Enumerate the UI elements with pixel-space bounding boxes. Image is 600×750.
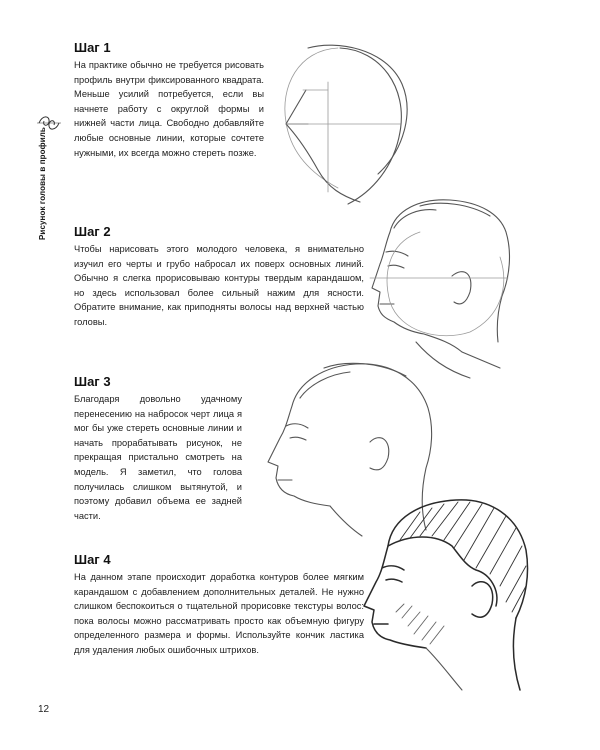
step-1 bbox=[74, 40, 264, 160]
step-3-title: Шаг 3 bbox=[74, 374, 111, 389]
step-2-text: Чтобы нарисовать этого молодого человека, я внимательно изучил его черты и грубо набросал их поверх основных линий. Обычно я слегка прорисовываю контуры твердым карандашом, но здесь использовал более сильный нажим для ясности. Обратите внимание, как приподняты волосы над верхней частью головы. bbox=[74, 244, 364, 327]
step-3-text: Благодаря довольно удачному перенесению на набросок черт лица я мог бы уже стереть основные линии и начать прорабатывать рисунок, не прекращая пристально смотреть на модель. Я заметил, что голова получилась слишком вытянутой, и поэтому добавил объема ее задней части. bbox=[74, 394, 242, 521]
step-1-text: На практике обычно не требуется рисовать профиль внутри фиксированного квадрата. Меньше усилий потребуется, если вы начнете работу с округлой формы и нижней части лица. Свободно добавляйте любые основные линии, которые сочтете нужными, их всегда можно стереть позже. bbox=[74, 60, 264, 158]
section-title: Рисунок головы в профиль bbox=[38, 127, 47, 240]
step-4-title: Шаг 4 bbox=[74, 552, 111, 567]
step-2 bbox=[74, 224, 364, 330]
page-number: 12 bbox=[38, 704, 50, 715]
step-2-title: Шаг 2 bbox=[74, 224, 111, 239]
step-1-title: Шаг 1 bbox=[74, 40, 111, 55]
step-1-sketch bbox=[268, 42, 418, 212]
step-2-sketch bbox=[350, 192, 515, 382]
step-4-sketch bbox=[340, 494, 530, 694]
step-4 bbox=[74, 552, 364, 658]
step-3 bbox=[74, 374, 242, 523]
step-4-text: На данном этапе происходит доработка контуров более мягким карандашом с добавлением дополнительных деталей. Не нужно слишком беспокоиться о тщательной прорисовке текстуры волос: пока волосы можно рассматривать просто как объемную фигуру определенного размера и формы. Используйте кончик ластика для удаления любых ошибочных штрихов. bbox=[74, 572, 364, 655]
